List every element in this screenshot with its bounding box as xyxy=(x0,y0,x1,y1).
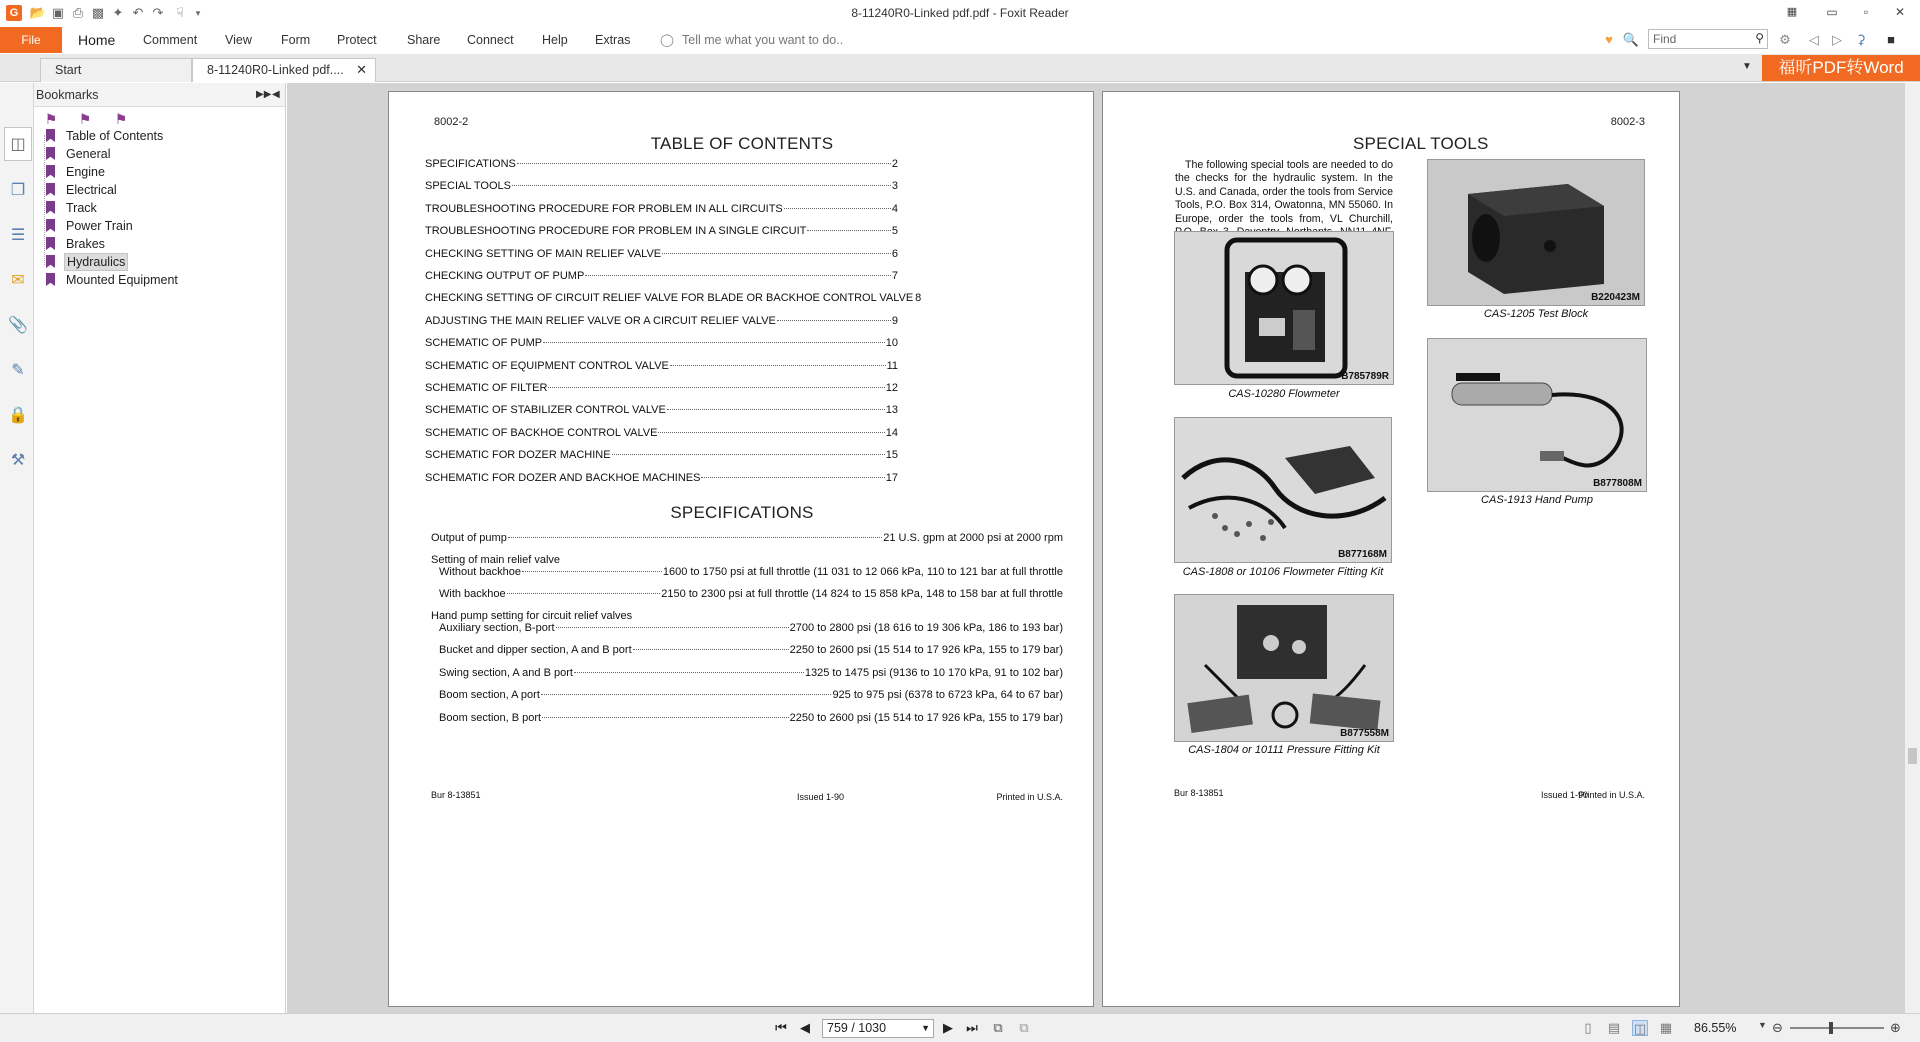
spec-row xyxy=(439,712,1063,724)
tab-list-dropdown-icon[interactable]: ▼ xyxy=(1742,61,1752,72)
toc-entry-title: SCHEMATIC OF PUMP xyxy=(425,337,543,350)
ribbon-display-icon[interactable]: ▦ xyxy=(1786,6,1798,18)
bookmark-icon xyxy=(46,219,55,232)
find-placeholder: Find xyxy=(1653,32,1677,46)
tab-form[interactable]: Form xyxy=(281,33,311,47)
bookmark-icon xyxy=(46,165,55,178)
zoom-dropdown-icon[interactable]: ▼ xyxy=(1758,1020,1767,1030)
file-tab[interactable]: File xyxy=(0,27,62,53)
toc-entry-title: TROUBLESHOOTING PROCEDURE FOR PROBLEM IN ALL CIRCUITS xyxy=(425,202,783,215)
toc-entry-page: 7 xyxy=(891,270,898,282)
tree-guide xyxy=(44,135,45,265)
toc-leader xyxy=(512,185,891,186)
tab-view[interactable]: View xyxy=(225,33,252,47)
toc-entry-page: 6 xyxy=(891,247,898,260)
toc-entry-title: SPECIAL TOOLS xyxy=(425,180,512,193)
toc-entry-page: 2 xyxy=(891,158,898,170)
maximize-button[interactable]: ▫ xyxy=(1863,5,1869,19)
tab-current-document[interactable] xyxy=(192,58,376,82)
tab-help[interactable]: Help xyxy=(542,33,568,47)
toc-entry-page: 17 xyxy=(885,471,898,484)
navigation-rail xyxy=(0,83,34,1013)
caption-test-block: CAS-1205 Test Block xyxy=(1483,308,1589,320)
close-tab-icon[interactable]: ✕ xyxy=(356,62,367,77)
photo-code: B877168M xyxy=(1338,549,1387,560)
toc-entry[interactable] xyxy=(425,337,898,349)
toc-entry-title: CHECKING OUTPUT OF PUMP xyxy=(425,270,585,282)
continuous-facing-view-icon[interactable]: ▦ xyxy=(1659,1020,1673,1035)
minimize-button[interactable]: ▭ xyxy=(1826,5,1838,19)
photo-code: B877558M xyxy=(1340,728,1389,739)
zoom-slider-thumb[interactable] xyxy=(1829,1022,1833,1034)
print-icon[interactable]: ⎙ xyxy=(72,5,84,20)
tell-me-text: Tell me what you want to do.. xyxy=(682,33,844,47)
tool-photo-flowmeter xyxy=(1174,231,1394,385)
toc-entry[interactable] xyxy=(425,270,898,282)
caption-flowmeter: CAS-10280 Flowmeter xyxy=(1228,388,1340,400)
page-number: 8002-3 xyxy=(1610,116,1645,128)
toc-entry-title: CHECKING SETTING OF CIRCUIT RELIEF VALVE FOR BLADE OR BACKHOE CONTROL VALVE xyxy=(425,292,914,305)
zoom-in-icon[interactable]: ⊕ xyxy=(1890,1020,1901,1035)
user-icon[interactable]: ■ xyxy=(1887,32,1895,47)
toc-entry-title: SCHEMATIC OF EQUIPMENT CONTROL VALVE xyxy=(425,359,669,372)
spec-row-label: Auxiliary section, B-port xyxy=(439,622,555,634)
vertical-scrollbar[interactable] xyxy=(1905,83,1920,1013)
toc-entry-title: SCHEMATIC FOR DOZER MACHINE xyxy=(425,449,611,462)
next-nav-icon[interactable]: ▷ xyxy=(1832,32,1842,47)
spec-row xyxy=(439,622,1063,634)
ribbon-tabs xyxy=(0,27,1920,53)
tab-share[interactable]: Share xyxy=(407,33,441,47)
tool-photo-hand-pump xyxy=(1427,338,1647,492)
toc-leader xyxy=(701,477,884,478)
spec-row xyxy=(439,588,1063,600)
scan-icon[interactable]: ▩ xyxy=(91,5,105,20)
spec-row xyxy=(439,644,1063,656)
toc-leader xyxy=(667,409,885,410)
bookmark-mounted-equipment[interactable]: Mounted Equipment xyxy=(46,271,180,289)
bookmark-icon xyxy=(46,183,55,196)
spec-row-value: 1600 to 1750 psi at full throttle (11 031 to 12 066 kPa, 110 to 121 bar at full throttle xyxy=(662,566,1063,578)
continuous-view-icon[interactable]: ▤ xyxy=(1607,1020,1621,1035)
signature-panel-icon[interactable]: ✎ xyxy=(11,362,25,379)
tab-connect[interactable]: Connect xyxy=(467,33,514,47)
page-footer-issued: Issued 1-90 xyxy=(1541,790,1589,800)
pdf-to-word-promo-button[interactable]: 福昕PDF转Word xyxy=(1762,55,1920,81)
toc-leader xyxy=(517,163,891,164)
toc-entry-page: 11 xyxy=(886,359,898,372)
pdf-page-left xyxy=(388,91,1094,1007)
toc-leader xyxy=(543,342,885,343)
toc-entry-page: 8 xyxy=(915,292,922,305)
spec-row xyxy=(439,566,1063,578)
page-dropdown-icon[interactable]: ▼ xyxy=(921,1023,930,1033)
toc-entry-title: SCHEMATIC OF BACKHOE CONTROL VALVE xyxy=(425,426,658,439)
zoom-level[interactable]: 86.55% xyxy=(1694,1021,1737,1035)
toc-entry[interactable] xyxy=(425,404,898,416)
spec-row-label: Without backhoe xyxy=(439,566,521,578)
tool-photo-test-block xyxy=(1427,159,1645,306)
bookmark-electrical[interactable]: Electrical xyxy=(46,181,119,199)
expand-panel-icon[interactable]: ▶▶ xyxy=(256,89,272,100)
toc-entry-title: TROUBLESHOOTING PROCEDURE FOR PROBLEM IN A SINGLE CIRCUIT xyxy=(425,225,807,238)
caption-fitting-kit: CAS-1808 or 10106 Flowmeter Fitting Kit xyxy=(1182,566,1384,578)
page-number-input[interactable] xyxy=(822,1019,934,1038)
toc-leader xyxy=(548,387,884,388)
toc-leader xyxy=(670,365,886,366)
spec-leader xyxy=(522,571,662,572)
status-bar xyxy=(0,1013,1920,1042)
page-footer-left: Bur 8-13851 xyxy=(1174,788,1224,798)
find-input[interactable] xyxy=(1648,29,1768,49)
spec-row xyxy=(439,689,1063,701)
toc-entry[interactable] xyxy=(425,158,898,170)
photo-code: B220423M xyxy=(1591,292,1640,303)
new-bookmark-icon[interactable]: ⚑ xyxy=(44,111,58,127)
bookmark-brakes[interactable]: Brakes xyxy=(46,235,107,253)
spec-output-row: Output of pump 21 U.S. gpm at 2000 psi at 2000 rpm xyxy=(431,532,1063,544)
bookmarks-panel xyxy=(34,83,286,1013)
new-icon[interactable]: ✦ xyxy=(112,5,124,20)
search-icon[interactable]: ⚲ xyxy=(1755,31,1764,45)
pdf-page-right xyxy=(1102,91,1680,1007)
toc-entry-page: 15 xyxy=(885,449,898,462)
spec-row-label: Bucket and dipper section, A and B port xyxy=(439,644,632,657)
toc-entry-page: 3 xyxy=(891,180,898,193)
previous-page-icon[interactable]: ◀ xyxy=(800,1020,810,1035)
special-tools-intro: The following special tools are needed to do the checks for the hydraulic system. In the U.S. and Canada, order the tools from Service Tools, P.O. Box 314, Owatonna, MN 55060. In Europe, order the tools from, VL Churchill, xyxy=(1175,159,1393,225)
bookmark-track[interactable]: Track xyxy=(46,199,99,217)
spec-leader xyxy=(541,694,832,695)
tab-protect[interactable]: Protect xyxy=(337,33,377,47)
toc-entry-title: ADJUSTING THE MAIN RELIEF VALVE OR A CIRCUIT RELIEF VALVE xyxy=(425,314,776,327)
redo-icon[interactable]: ↷ xyxy=(152,5,164,20)
single-page-view-icon[interactable]: ▯ xyxy=(1584,1020,1592,1035)
tool-photo-fitting-kit xyxy=(1174,417,1392,563)
tool-photo-pressure-kit xyxy=(1174,594,1394,742)
foxit-logo-icon[interactable]: G xyxy=(6,5,22,21)
bookmark-engine[interactable]: Engine xyxy=(46,163,107,181)
tell-me-search[interactable] xyxy=(660,27,843,53)
toc-leader xyxy=(784,208,891,209)
page-footer-printed: Printed in U.S.A. xyxy=(996,792,1063,802)
bookmark-table-of-contents[interactable]: Table of Contents xyxy=(46,127,165,145)
toc-entry-page: 4 xyxy=(891,202,898,215)
bell-icon[interactable]: ⚳ xyxy=(1856,32,1866,47)
attachments-panel-icon[interactable]: 📎 xyxy=(8,317,28,334)
undo-icon[interactable]: ↶ xyxy=(132,5,144,20)
spec-row xyxy=(439,667,1063,679)
spec-leader xyxy=(507,593,661,594)
toc-entry[interactable] xyxy=(425,315,898,327)
tab-home[interactable]: Home xyxy=(78,32,116,48)
window-title: 8-11240R0-Linked pdf.pdf - Foxit Reader xyxy=(851,6,1069,20)
next-view-icon[interactable]: ⧉ xyxy=(1019,1020,1029,1035)
find-bookmark-icon[interactable]: ⚑ xyxy=(114,111,128,127)
toc-entry[interactable] xyxy=(425,449,898,461)
expand-bookmark-icon[interactable]: ⚑ xyxy=(78,111,92,127)
photo-code: B877808M xyxy=(1593,478,1642,489)
pages-panel-icon[interactable]: ❐ xyxy=(10,182,26,199)
spec-row-label: Boom section, A port xyxy=(439,689,540,702)
tab-extras[interactable]: Extras xyxy=(595,33,631,47)
bookmark-hydraulics[interactable]: Hydraulics xyxy=(46,253,128,271)
toc-entry[interactable] xyxy=(425,472,898,484)
bookmark-power-train[interactable]: Power Train xyxy=(46,217,135,235)
toc-leader xyxy=(777,320,891,321)
tab-comment[interactable]: Comment xyxy=(143,33,198,47)
lightbulb-icon: ◯ xyxy=(660,33,674,47)
page-number: 8002-2 xyxy=(434,116,469,128)
zoom-slider-track[interactable] xyxy=(1790,1027,1884,1029)
toc-entry-page: 14 xyxy=(885,426,898,439)
toc-entry-page: 13 xyxy=(885,404,898,417)
zoom-out-icon[interactable]: ⊖ xyxy=(1772,1020,1783,1035)
bookmark-icon xyxy=(46,129,55,142)
spec-row-value: 1325 to 1475 psi (9136 to 10 170 kPa, 91 to 102 bar) xyxy=(804,666,1063,679)
settings-icon[interactable]: ⚙ xyxy=(1779,32,1791,47)
bookmarks-toolbar xyxy=(34,107,285,129)
toc-entry[interactable] xyxy=(425,360,898,372)
spec-row-value: 2250 to 2600 psi (15 514 to 17 926 kPa, 155 to 179 bar) xyxy=(789,711,1063,724)
tab-current-label: 8-11240R0-Linked pdf.... xyxy=(207,63,344,77)
spec-row-label: Swing section, A and B port xyxy=(439,666,573,679)
comments-panel-icon[interactable]: ✉ xyxy=(11,272,25,289)
toc-entry-title: CHECKING SETTING OF MAIN RELIEF VALVE xyxy=(425,247,662,260)
previous-view-icon[interactable]: ⧉ xyxy=(993,1020,1003,1035)
bookmark-icon xyxy=(46,237,55,250)
bookmarks-title: Bookmarks xyxy=(36,88,99,102)
document-view[interactable] xyxy=(287,83,1920,1013)
toc-leader xyxy=(612,454,885,455)
collapse-panel-icon[interactable]: ◀ xyxy=(272,89,280,100)
open-icon[interactable]: 📂 xyxy=(29,5,47,20)
toc-entry-page: 10 xyxy=(885,337,898,350)
special-tools-heading: SPECIAL TOOLS xyxy=(1353,134,1489,153)
photo-code: B785789R xyxy=(1341,371,1389,382)
page-footer-printed: Printed in U.S.A. xyxy=(1578,790,1645,800)
specifications-heading: SPECIFICATIONS xyxy=(670,503,814,522)
title-bar xyxy=(0,0,1920,26)
layers-panel-icon[interactable]: ☰ xyxy=(10,227,26,244)
spec-row-label: Boom section, B port xyxy=(439,711,542,724)
caption-hand-pump: CAS-1913 Hand Pump xyxy=(1481,494,1593,506)
toc-entry[interactable] xyxy=(425,382,898,394)
page-footer-issued: Issued 1-90 xyxy=(797,792,845,802)
tools-panel-icon[interactable]: ⚒ xyxy=(10,452,26,469)
last-page-icon[interactable]: ⏭ xyxy=(966,1020,978,1035)
scrollbar-thumb[interactable] xyxy=(1908,748,1917,764)
spec-row-label: With backhoe xyxy=(439,588,506,601)
folder-search-icon[interactable]: 🔍 xyxy=(1622,32,1640,47)
spec-leader xyxy=(556,627,789,628)
next-page-icon[interactable]: ▶ xyxy=(943,1020,953,1035)
spec-leader xyxy=(633,649,789,650)
toc-entry[interactable] xyxy=(425,427,898,439)
document-tab-bar xyxy=(0,54,1920,82)
tab-start-label: Start xyxy=(55,63,82,77)
toc-entry-title: SCHEMATIC OF FILTER xyxy=(425,382,548,394)
bookmark-general[interactable]: General xyxy=(46,145,112,163)
page-footer-left: Bur 8-13851 xyxy=(431,790,481,800)
first-page-icon[interactable]: ⏮ xyxy=(775,1020,787,1035)
toc-entry-title: SCHEMATIC FOR DOZER AND BACKHOE MACHINES xyxy=(425,471,701,484)
toc-entry[interactable] xyxy=(425,180,898,192)
customize-dropdown-icon[interactable]: ▾ xyxy=(195,7,201,18)
spec-row-value: 2700 to 2800 psi (18 616 to 19 306 kPa, 186 to 193 bar) xyxy=(789,622,1063,634)
toc-heading: TABLE OF CONTENTS xyxy=(650,134,834,153)
toc-entry-page: 9 xyxy=(891,314,898,327)
spec-main-relief-label: Setting of main relief valve xyxy=(431,554,561,566)
toc-entry[interactable] xyxy=(425,225,898,237)
caption-pressure-kit: CAS-1804 or 10111 Pressure Fitting Kit xyxy=(1188,744,1380,756)
page-indicator: 759 / 1030 xyxy=(827,1021,887,1035)
tab-start[interactable] xyxy=(40,58,192,82)
bookmark-icon xyxy=(46,201,55,214)
heart-icon[interactable]: ♥ xyxy=(1605,32,1613,47)
bookmarks-panel-icon[interactable]: ◫ xyxy=(4,127,32,161)
bookmark-icon xyxy=(46,147,55,160)
toc-entry[interactable] xyxy=(425,292,922,305)
bookmark-icon xyxy=(46,273,55,286)
toc-entry[interactable] xyxy=(425,248,898,260)
toc-entry-page: 12 xyxy=(885,382,898,394)
prev-nav-icon[interactable]: ◁ xyxy=(1809,32,1819,47)
facing-view-icon[interactable]: ◫ xyxy=(1633,1021,1647,1036)
bookmarks-header xyxy=(34,83,285,107)
close-button[interactable]: ✕ xyxy=(1894,5,1906,19)
toc-leader xyxy=(662,253,891,254)
toc-leader xyxy=(585,275,891,276)
spec-hand-pump-label: Hand pump setting for circuit relief valves xyxy=(431,610,633,622)
hand-icon[interactable]: ☟ xyxy=(176,5,184,20)
toc-entry-title: SCHEMATIC OF STABILIZER CONTROL VALVE xyxy=(425,404,666,417)
toc-entry-title: SPECIFICATIONS xyxy=(425,158,516,170)
spec-row-value: 2150 to 2300 psi at full throttle (14 824 to 15 858 kPa, 148 to 158 bar at full throttle xyxy=(661,588,1063,601)
spec-row-value: 925 to 975 psi (6378 to 6723 kPa, 64 to 67 bar) xyxy=(832,689,1063,702)
toc-leader xyxy=(658,432,884,433)
spec-row-value: 2250 to 2600 psi (15 514 to 17 926 kPa, 155 to 179 bar) xyxy=(789,644,1063,657)
security-lock-icon[interactable]: 🔒 xyxy=(8,407,28,424)
spec-leader xyxy=(574,672,804,673)
toc-entry[interactable] xyxy=(425,203,898,215)
toc-leader xyxy=(807,230,890,231)
spec-leader xyxy=(542,717,789,718)
save-icon[interactable]: ▣ xyxy=(51,5,65,20)
toc-entry-page: 5 xyxy=(891,225,898,238)
bookmark-icon xyxy=(46,255,55,268)
